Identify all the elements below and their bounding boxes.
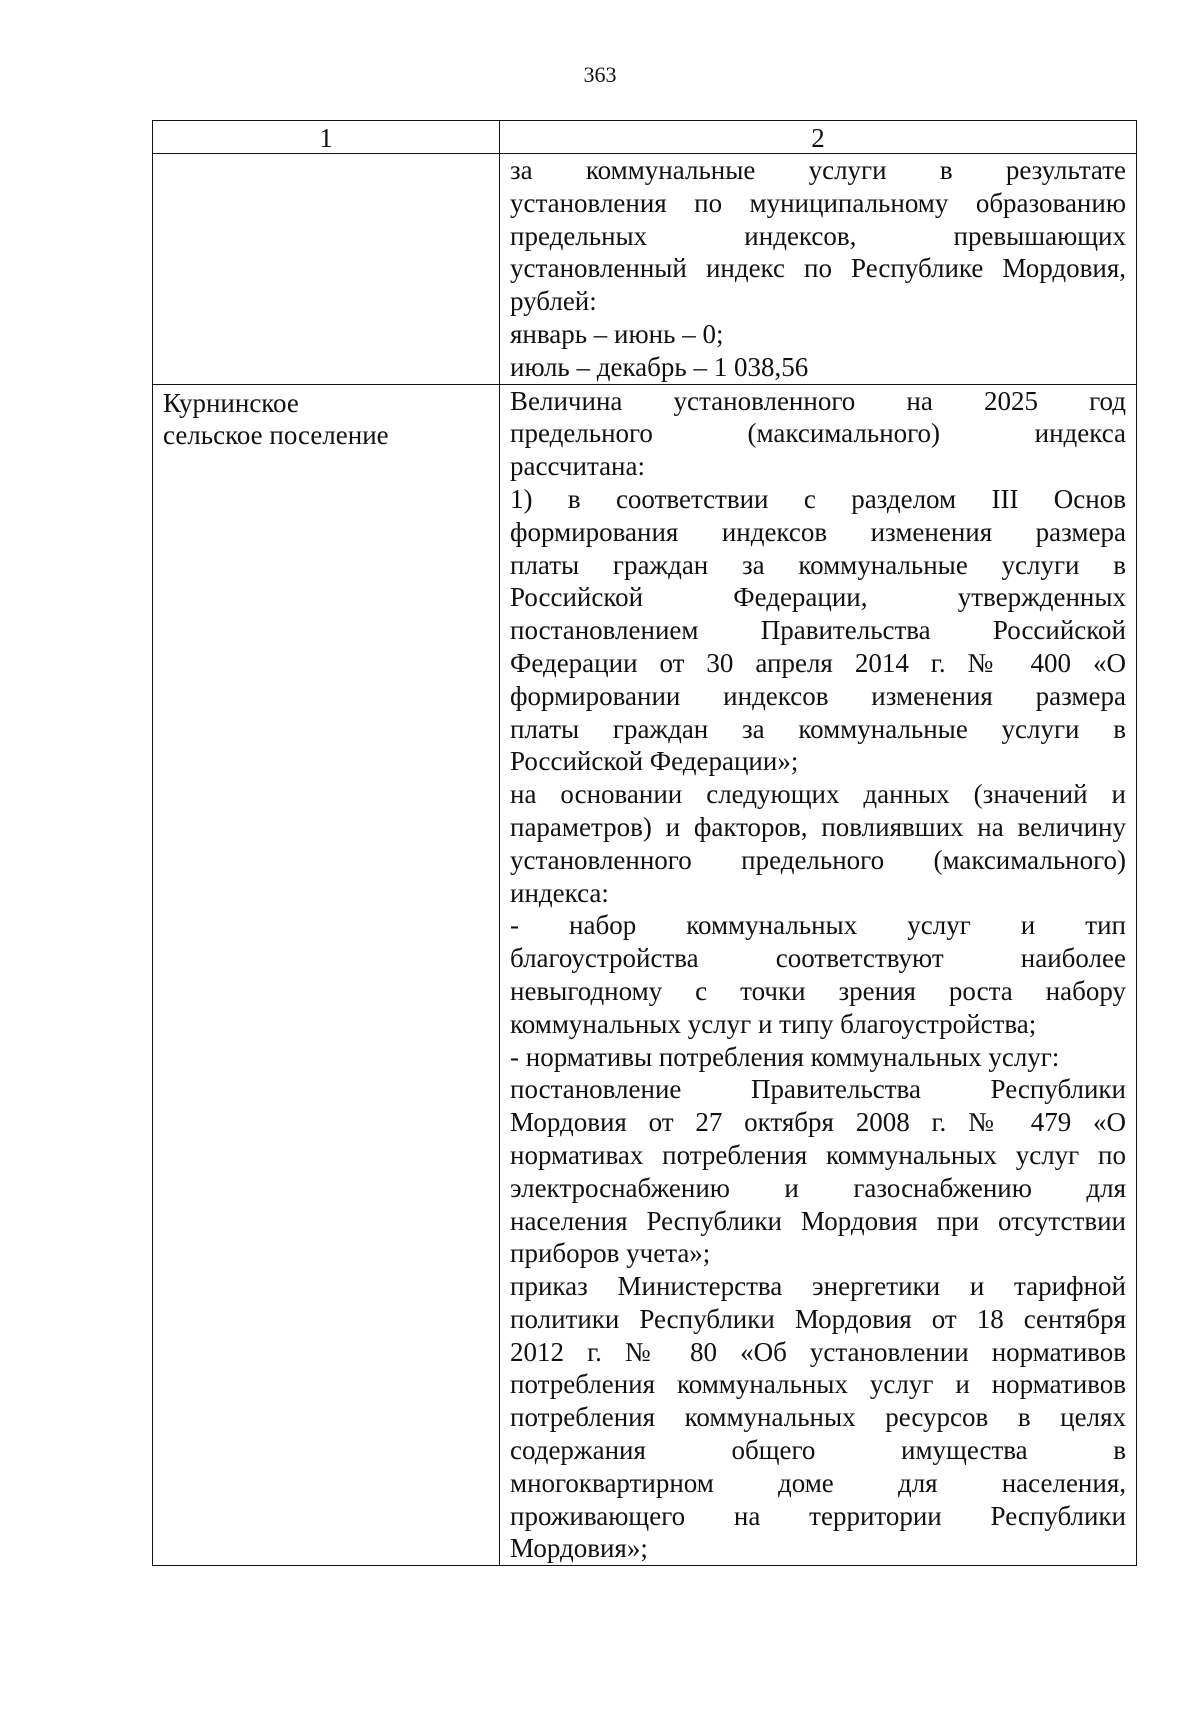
text-line: Мордовия»; bbox=[510, 1533, 648, 1564]
text-line: установленного предельного (максимального) bbox=[510, 844, 1126, 875]
text-line: населения Республики Мордовия при отсутствии bbox=[510, 1205, 1126, 1236]
text-line: формирования индексов изменения размера bbox=[510, 516, 1126, 547]
text-line: потребления коммунальных ресурсов в целях bbox=[510, 1402, 1126, 1433]
column-header-1: 1 bbox=[153, 121, 500, 154]
text-line: платы граждан за коммунальные услуги в bbox=[510, 713, 1126, 744]
row2-col1 bbox=[153, 384, 500, 1566]
text-line: индекса: bbox=[510, 877, 609, 908]
text-line: установленный индекс по Республике Мордовия, bbox=[510, 253, 1126, 284]
text-line: проживающего на территории Республики bbox=[510, 1500, 1126, 1531]
text-line: Мордовия от 27 октября 2008 г. № 479 «О bbox=[510, 1107, 1126, 1138]
text-line: предельных индексов, превышающих bbox=[510, 220, 1126, 251]
text-line: - нормативы потребления коммунальных услуг: bbox=[510, 1041, 1060, 1072]
text-line: предельного (максимального) индекса bbox=[510, 418, 1126, 449]
text-line: коммунальных услуг и типу благоустройства; bbox=[510, 1008, 1037, 1039]
text-line: 2012 г. № 80 «Об установлении нормативов bbox=[510, 1336, 1126, 1367]
text-line: постановлением Правительства Российской bbox=[510, 615, 1126, 646]
text-line: приказ Министерства энергетики и тарифной bbox=[510, 1271, 1126, 1302]
text-line: многоквартирном доме для населения, bbox=[510, 1467, 1126, 1498]
text-line: за коммунальные услуги в результате bbox=[510, 155, 1126, 185]
column-header-2: 2 bbox=[500, 121, 1137, 154]
table-header-row bbox=[153, 121, 1137, 154]
settlement-name-line: Курнинское bbox=[163, 387, 299, 418]
text-line: Российской Федерации»; bbox=[510, 746, 799, 777]
table-row bbox=[153, 154, 1137, 385]
row1-col1 bbox=[153, 154, 500, 385]
text-line: Величина установленного на 2025 год bbox=[510, 385, 1126, 416]
text-line: рассчитана: bbox=[510, 451, 645, 482]
text-line: нормативах потребления коммунальных услуг по bbox=[510, 1139, 1126, 1170]
text-line: политики Республики Мордовия от 18 сентября bbox=[510, 1303, 1126, 1334]
text-line: январь – июнь – 0; bbox=[510, 318, 724, 349]
text-line: параметров) и факторов, повлиявших на величину bbox=[510, 811, 1126, 842]
text-line: платы граждан за коммунальные услуги в bbox=[510, 549, 1126, 580]
page-number: 363 bbox=[583, 62, 617, 87]
document-table bbox=[152, 120, 1137, 1566]
text-line: 1) в соответствии с разделом III Основ bbox=[510, 483, 1126, 514]
text-line: рублей: bbox=[510, 286, 597, 317]
table-row bbox=[153, 384, 1137, 1566]
text-line: невыгодному с точки зрения роста набору bbox=[510, 975, 1126, 1006]
text-line: Федерации от 30 апреля 2014 г. № 400 «О bbox=[510, 647, 1126, 678]
settlement-name-line: сельское поселение bbox=[163, 420, 389, 451]
text-line: Российской Федерации, утвержденных bbox=[510, 582, 1126, 613]
text-line: июль – декабрь – 1 038,56 bbox=[510, 351, 809, 382]
text-line: формировании индексов изменения размера bbox=[510, 680, 1126, 711]
text-line: потребления коммунальных услуг и нормативов bbox=[510, 1369, 1126, 1400]
text-line: - набор коммунальных услуг и тип bbox=[510, 910, 1126, 941]
text-line: установления по муниципальному образованию bbox=[510, 187, 1126, 218]
text-line: электроснабжению и газоснабжению для bbox=[510, 1172, 1126, 1203]
text-line: благоустройства соответствуют наиболее bbox=[510, 943, 1126, 974]
text-line: постановление Правительства Республики bbox=[510, 1074, 1126, 1105]
row2-col2 bbox=[500, 384, 1137, 1566]
text-line: приборов учета»; bbox=[510, 1238, 711, 1269]
text-line: на основании следующих данных (значений и bbox=[510, 779, 1126, 810]
row1-col2 bbox=[500, 154, 1137, 385]
text-line: содержания общего имущества в bbox=[510, 1435, 1126, 1466]
